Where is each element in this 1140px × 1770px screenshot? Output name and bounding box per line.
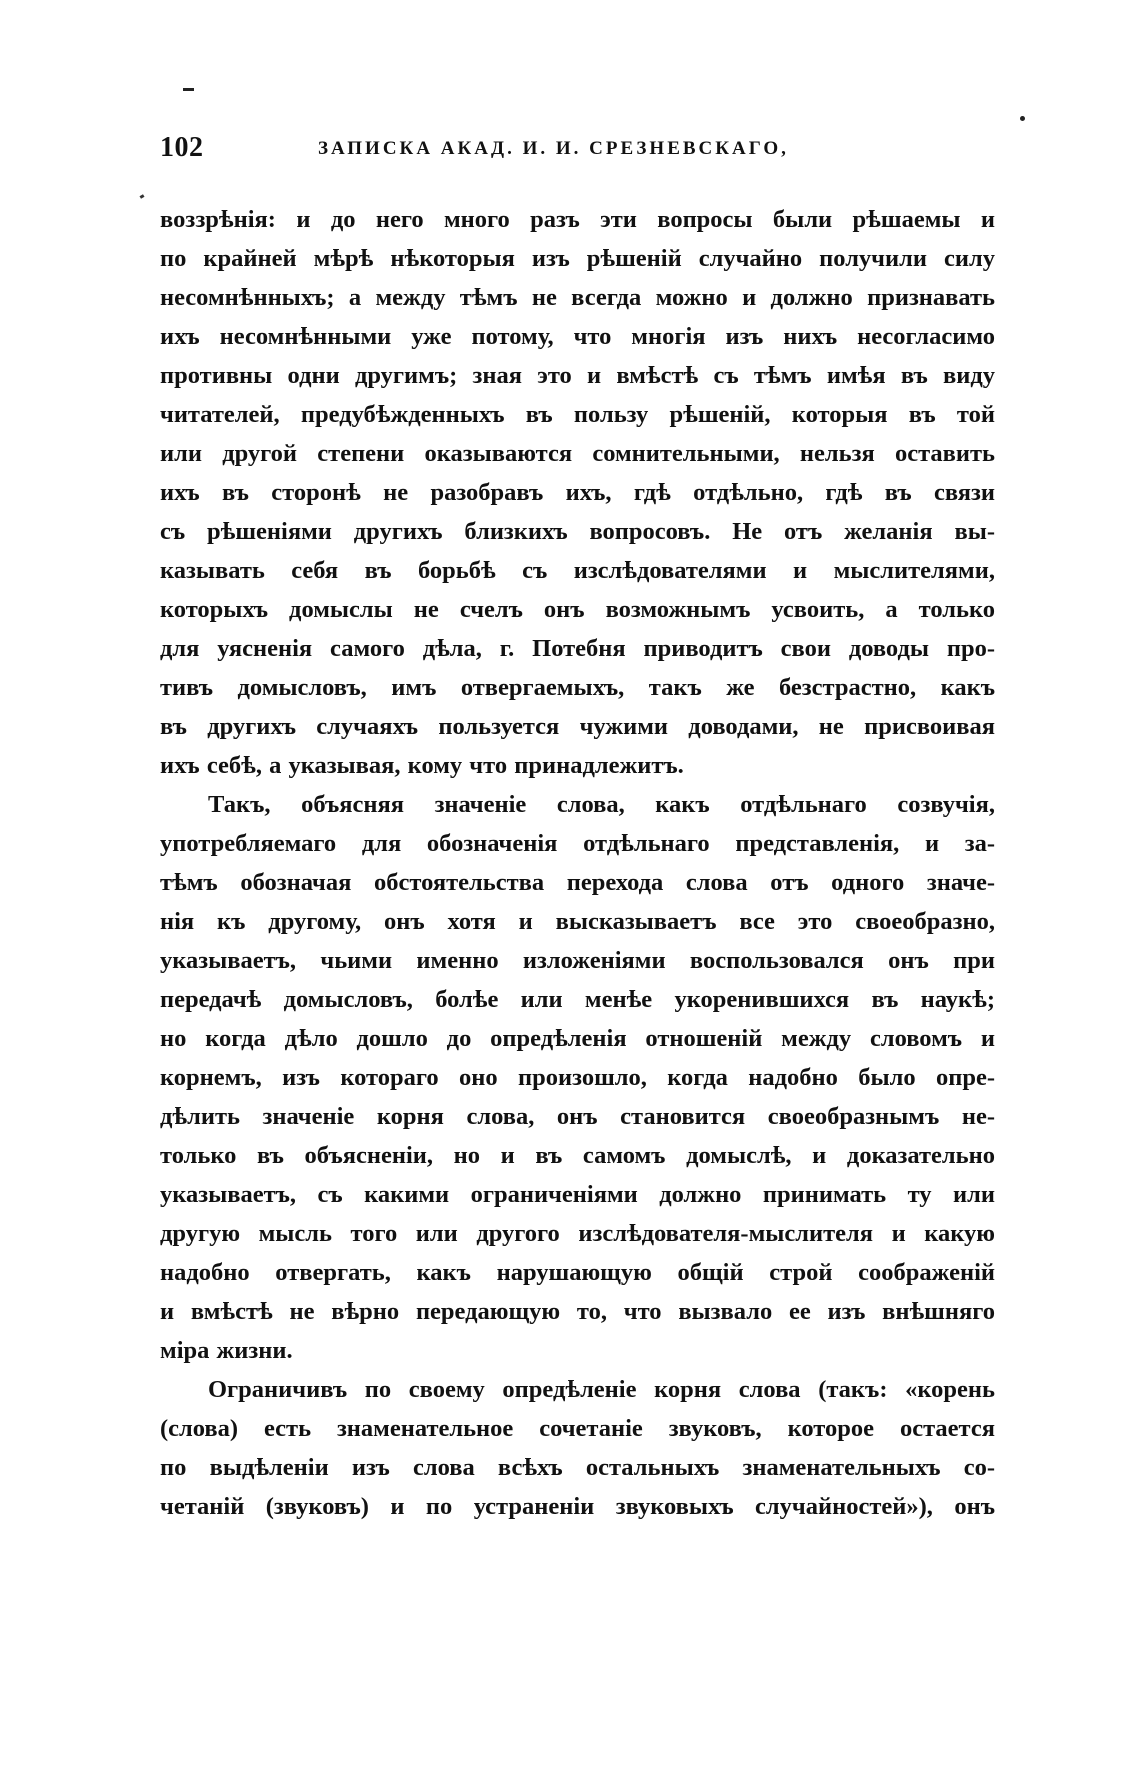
print-mark: [183, 88, 194, 91]
text-line: указываетъ, чьими именно изложеніями воспользовался онъ при: [160, 947, 995, 974]
text-line: но когда дѣло дошло до опредѣленія отношеній между словомъ и: [160, 1025, 995, 1052]
text-line: только въ объясненіи, но и въ самомъ домыслѣ, и доказательно: [160, 1142, 995, 1169]
text-line: ихъ себѣ, а указывая, кому что принадлежитъ.: [160, 752, 684, 779]
text-line: другую мысль того или другого изслѣдователя-мыслителя и какую: [160, 1220, 995, 1247]
body-text: [160, 200, 995, 1526]
text-line: передачѣ домысловъ, болѣе или менѣе укоренившихся въ наукѣ;: [160, 986, 995, 1013]
text-line: ихъ несомнѣнными уже потому, что многія изъ нихъ несогласимо: [160, 323, 995, 350]
text-line: по выдѣленіи изъ слова всѣхъ остальныхъ знаменательныхъ со-: [160, 1454, 995, 1481]
text-line: тѣмъ обозначая обстоятельства перехода слова отъ одного значе-: [160, 869, 995, 896]
text-line: которыхъ домыслы не счелъ онъ возможнымъ усвоить, а только: [160, 596, 995, 623]
text-line: несомнѣнныхъ; а между тѣмъ не всегда можно и должно признавать: [160, 284, 995, 311]
page-number: 102: [160, 132, 204, 163]
page-header: [160, 132, 1000, 172]
text-line: употребляемаго для обозначенія отдѣльнаго представленія, и за-: [160, 830, 995, 857]
text-line: указываетъ, съ какими ограниченіями должно принимать ту или: [160, 1181, 995, 1208]
text-line: или другой степени оказываются сомнительными, нельзя оставить: [160, 440, 995, 467]
text-line: для уясненія самого дѣла, г. Потебня приводитъ свои доводы про-: [160, 635, 995, 662]
text-line: казывать себя въ борьбѣ съ изслѣдователями и мыслителями,: [160, 557, 995, 584]
text-line: нія къ другому, онъ хотя и высказываетъ все это своеобразно,: [160, 908, 995, 935]
paragraph-first-line: Ограничивъ по своему опредѣленіе корня слова (такъ: «корень: [208, 1376, 995, 1403]
text-line: и вмѣстѣ не вѣрно передающую то, что вызвало ее изъ внѣшняго: [160, 1298, 995, 1325]
text-line: надобно отвергать, какъ нарушающую общій строй соображеній: [160, 1259, 995, 1286]
text-line: четаній (звуковъ) и по устраненіи звуковыхъ случайностей»), онъ: [160, 1493, 995, 1520]
text-line: читателей, предубѣжденныхъ въ пользу рѣшеній, которыя въ той: [160, 401, 995, 428]
text-line: (слова) есть знаменательное сочетаніе звуковъ, которое остается: [160, 1415, 995, 1442]
text-line: ихъ въ сторонѣ не разобравъ ихъ, гдѣ отдѣльно, гдѣ въ связи: [160, 479, 995, 506]
paragraph-first-line: Такъ, объясняя значеніе слова, какъ отдѣльнаго созвучія,: [208, 791, 995, 818]
text-line: въ другихъ случаяхъ пользуется чужими доводами, не присвоивая: [160, 713, 995, 740]
text-line: тивъ домысловъ, имъ отвергаемыхъ, такъ же безстрастно, какъ: [160, 674, 995, 701]
text-line: корнемъ, изъ котораго оно произошло, когда надобно было опре-: [160, 1064, 995, 1091]
text-line: по крайней мѣрѣ нѣкоторыя изъ рѣшеній случайно получили силу: [160, 245, 995, 272]
print-speck: [140, 194, 145, 199]
text-line: міра жизни.: [160, 1337, 293, 1364]
text-line: противны одни другимъ; зная это и вмѣстѣ съ тѣмъ имѣя въ виду: [160, 362, 995, 389]
print-speck: [1020, 116, 1025, 121]
running-title: ЗАПИСКА АКАД. И. И. СРЕЗНЕВСКАГО,: [318, 138, 789, 159]
text-line: съ рѣшеніями другихъ близкихъ вопросовъ. Не отъ желанія вы-: [160, 518, 995, 545]
text-line: воззрѣнія: и до него много разъ эти вопросы были рѣшаемы и: [160, 206, 995, 233]
text-line: дѣлить значеніе корня слова, онъ становится своеобразнымъ не-: [160, 1103, 995, 1130]
